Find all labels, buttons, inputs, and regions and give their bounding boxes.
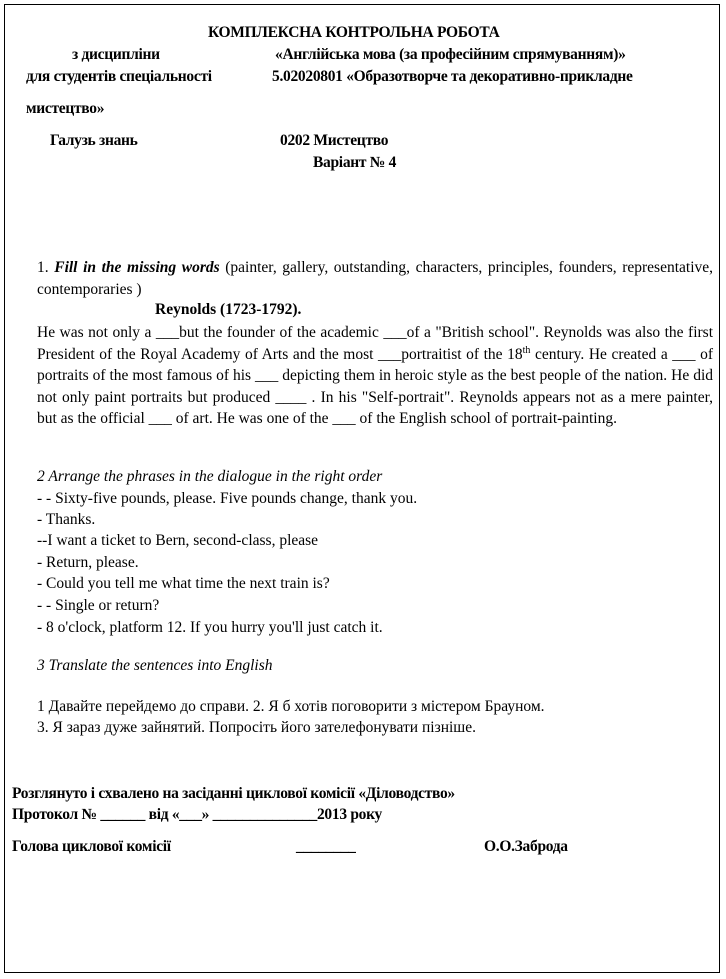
field-value: 0202 Мистецтво (280, 132, 389, 149)
dialogue-line: - Return, please. (37, 554, 139, 571)
signature-line: ________ (296, 838, 356, 855)
task1-word-list: (painter, gallery, outstanding, characters, principles, founders, representative, contemporaries ) (37, 259, 714, 298)
dialogue-line: - 8 o'clock, platform 12. If you hurry you'll just catch it. (37, 619, 383, 636)
task1-text-part2: century. He created a ___ of portraits of the most famous of his ___ depicting them in heroic style as the best people of the nation. He did not only paint portraits but produced ____ . In his "Self-portrait". Reynolds appears not as a mere painter, but as the official ___ of art. He was one of the ___ of the English school of portrait-painting. (37, 345, 713, 427)
head-name: О.О.Заброда (484, 838, 568, 855)
task1-heading: Reynolds (1723-1792). (155, 301, 302, 318)
specialty-label: для студентів спеціальності (26, 68, 212, 85)
head-label: Голова циклової комісії (12, 838, 171, 855)
dialogue-line: - Thanks. (37, 511, 96, 528)
protocol-line: Протокол № ______ від «___» ______________2013 року (12, 806, 382, 823)
task1-number: 1. (37, 259, 49, 276)
discipline-value: «Англійська мова (за професійним спрямуванням)» (275, 46, 626, 63)
dialogue-line: --I want a ticket to Bern, second-class, please (37, 532, 319, 549)
task3-sentence-line: 1 Давайте перейдемо до справи. 2. Я б хотів поговорити з містером Брауном. (37, 698, 545, 715)
task1-superscript: th (522, 344, 531, 356)
task1-paragraph (37, 322, 713, 430)
dialogue-line: - - Sixty-five pounds, please. Five pounds change, thank you. (37, 490, 418, 507)
dialogue-line: - Could you tell me what time the next train is? (37, 575, 330, 592)
dialogue-line: - - Single or return? (37, 597, 160, 614)
task3-title: 3 Translate the sentences into English (37, 657, 273, 674)
task1-text-part1: He was not only a ___but the founder of the academic ___of a "British school". Reynolds was also the first President of the Royal Academy of Arts and the most ___portraitist of the 18 (37, 324, 713, 363)
variant-number: Варіант № 4 (313, 154, 397, 171)
task3-sentence-line: 3. Я зараз дуже зайнятий. Попросіть його зателефонувати пізніше. (37, 719, 476, 736)
task2-title: 2 Arrange the phrases in the dialogue in the right order (37, 468, 383, 485)
task1-title: Fill in the missing words (54, 259, 220, 276)
approval-note: Розглянуто і схвалено на засіданні циклової комісії «Діловодство» (12, 785, 455, 802)
task1-instruction (37, 257, 713, 300)
field-label: Галузь знань (50, 132, 138, 149)
document-title: КОМПЛЕКСНА КОНТРОЛЬНА РОБОТА (208, 24, 500, 41)
discipline-label: з дисципліни (72, 46, 160, 63)
specialty-continuation: мистецтво» (26, 100, 105, 117)
specialty-value: 5.02020801 «Образотворче та декоративно-прикладне (272, 68, 633, 85)
